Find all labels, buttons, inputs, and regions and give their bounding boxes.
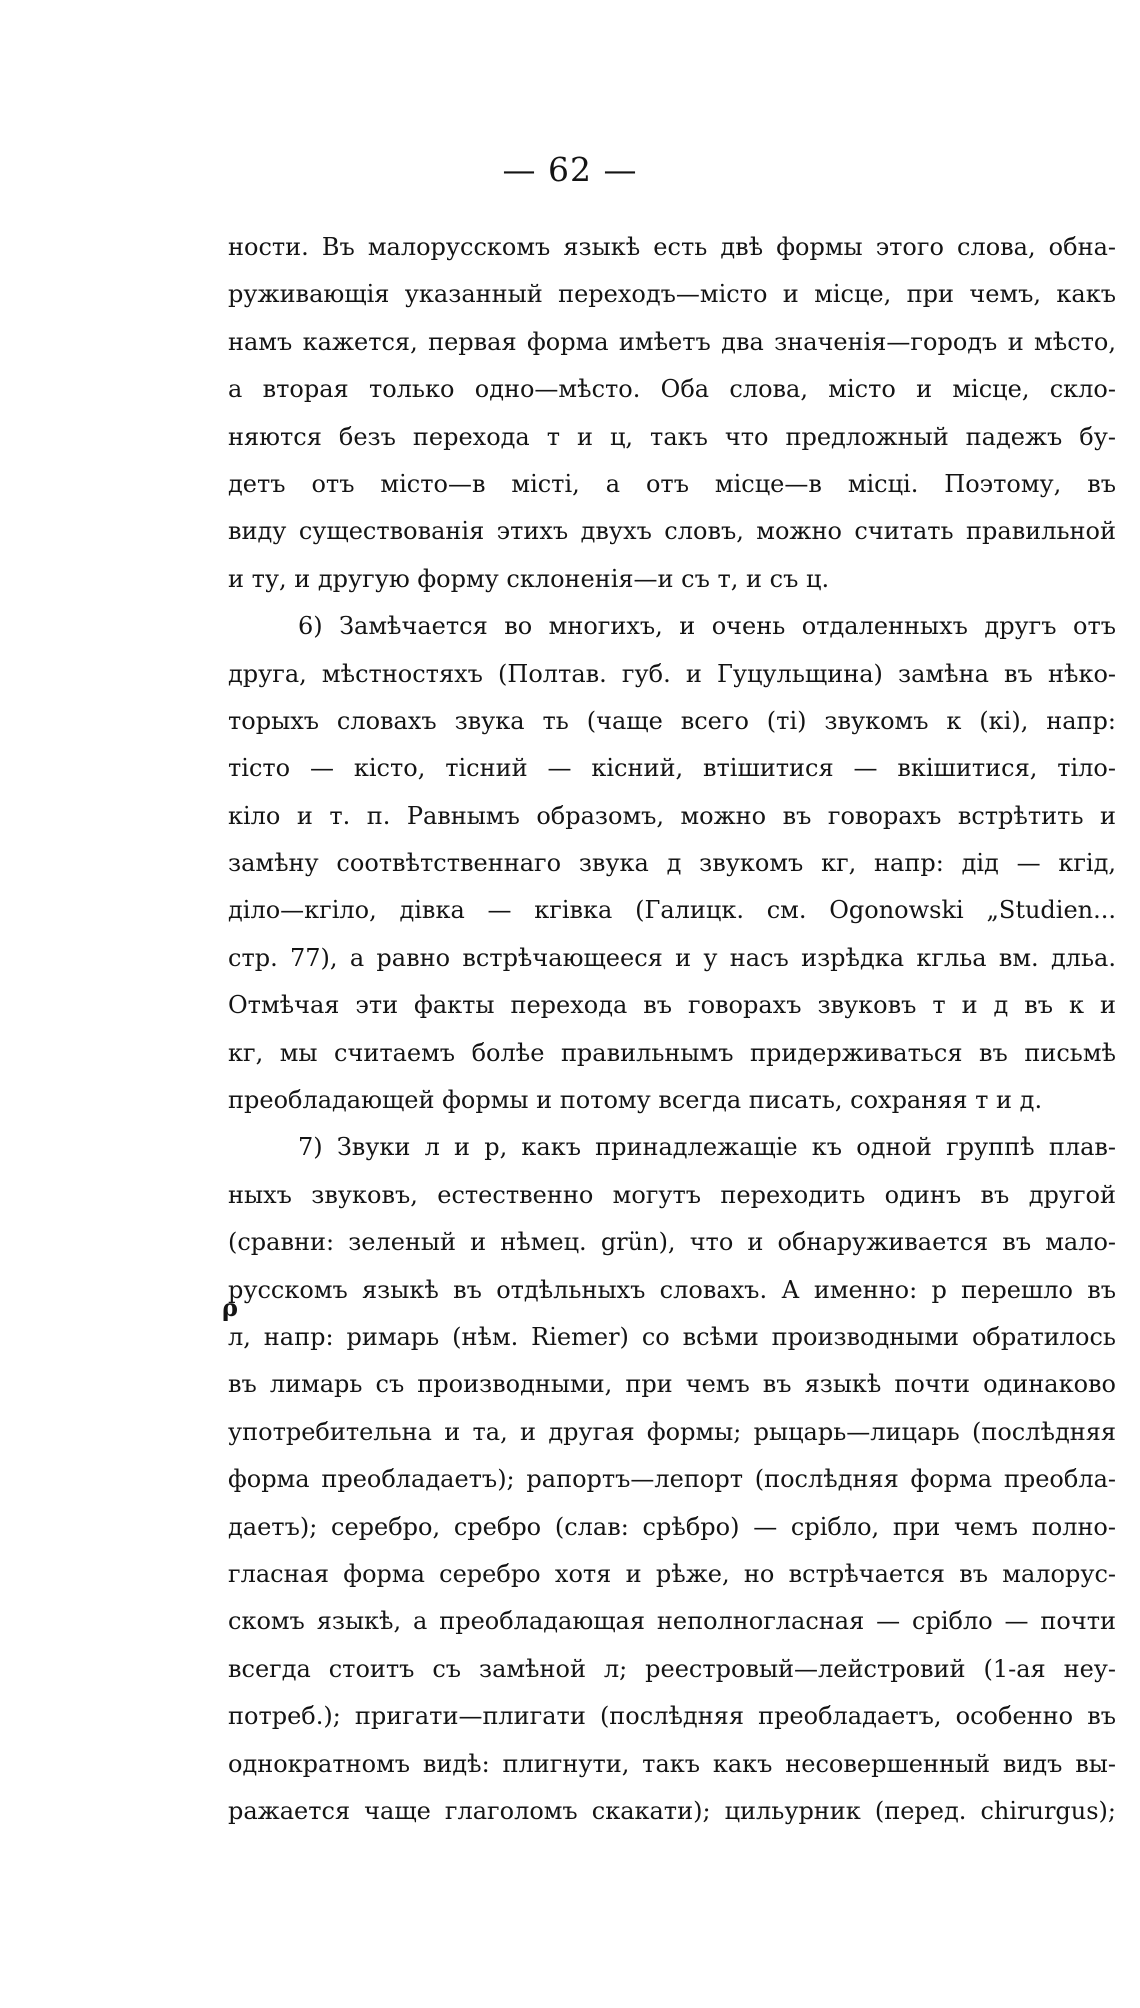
text-line: гласная форма серебро хотя и рѣже, но встрѣчается въ малорус- (228, 1559, 1116, 1588)
text-line: няются безъ перехода т и ц, такъ что предложный падежъ бу- (228, 422, 1116, 451)
paragraph-7-first-line: 7) Звуки л и р, какъ принадлежащіе къ одной группѣ плав- (298, 1133, 1116, 1162)
text-line: форма преобладаетъ); рапортъ—лепорт (послѣдняя форма преобла- (228, 1465, 1116, 1494)
text-line: кіло и т. п. Равнымъ образомъ, можно въ говорахъ встрѣтить и (228, 801, 1116, 830)
text-line: потреб.); пригати—плигати (послѣдняя преобладаетъ, особенно въ (228, 1702, 1116, 1731)
text-line: однократномъ видѣ: плигнути, такъ какъ несовершенный видъ вы- (228, 1749, 1116, 1778)
page-body-text (228, 224, 1116, 1835)
text-line: Отмѣчая эти факты перехода въ говорахъ звуковъ т и д въ к и (228, 991, 1116, 1020)
text-line: виду существованія этихъ двухъ словъ, можно считать правильной (228, 517, 1116, 546)
text-line: детъ отъ місто—в місті, а отъ місце—в місці. Поэтому, въ (228, 469, 1116, 498)
page-number: — 62 — (502, 150, 638, 189)
text-line: а вторая только одно—мѣсто. Оба слова, місто и місце, скло- (228, 375, 1116, 404)
text-line: друга, мѣстностяхъ (Полтав. губ. и Гуцульщина) замѣна въ нѣко- (228, 659, 1116, 688)
text-line: даетъ); серебро, сребро (слав: срѣбро) — срібло, при чемъ полно- (228, 1512, 1116, 1541)
text-line: преобладающей формы и потому всегда писать, сохраняя т и д. (228, 1086, 1043, 1115)
margin-mark: ρ (222, 1293, 238, 1322)
text-line: л, напр: римарь (нѣм. Riemer) со всѣми производными обратилось (228, 1322, 1116, 1351)
text-line: (сравни: зеленый и нѣмец. grün), что и обнаруживается въ мало- (228, 1228, 1116, 1257)
text-line: тісто — кісто, тісний — кісний, втішитися — вкішитися, тіло- (228, 754, 1116, 783)
text-line: скомъ языкѣ, а преобладающая неполногласная — срібло — почти (228, 1607, 1116, 1636)
text-line: діло—кгіло, дівка — кгівка (Галицк. см. Ogonowski „Studien... (228, 896, 1116, 925)
text-line: въ лимарь съ производными, при чемъ въ языкѣ почти одинаково (228, 1370, 1116, 1399)
text-line: русскомъ языкѣ въ отдѣльныхъ словахъ. А именно: р перешло въ (228, 1275, 1116, 1304)
text-line: руживающія указанный переходъ—місто и місце, при чемъ, какъ (228, 280, 1116, 309)
text-line: употребительна и та, и другая формы; рыцарь—лицарь (послѣдняя (228, 1417, 1116, 1446)
paragraph-6-first-line: 6) Замѣчается во многихъ, и очень отдаленныхъ другъ отъ (298, 612, 1116, 641)
text-line: всегда стоитъ съ замѣной л; реестровый—лейстровий (1-ая неу- (228, 1654, 1116, 1683)
text-line: намъ кажется, первая форма имѣетъ два значенія—городъ и мѣсто, (228, 327, 1116, 356)
text-line: ности. Въ малорусскомъ языкѣ есть двѣ формы этого слова, обна- (228, 233, 1116, 261)
text-line: кг, мы считаемъ болѣе правильнымъ придерживаться въ письмѣ (228, 1038, 1116, 1067)
text-line: стр. 77), а равно встрѣчающееся и у насъ изрѣдка кгльа вм. дльа. (228, 943, 1116, 972)
text-line: ныхъ звуковъ, естественно могутъ переходить одинъ въ другой (228, 1180, 1116, 1209)
text-line: торыхъ словахъ звука ть (чаще всего (ті) звукомъ к (кі), напр: (228, 706, 1116, 735)
text-line: ражается чаще глаголомъ скакати); цильурник (перед. chirurgus); (228, 1796, 1116, 1825)
text-line: и ту, и другую форму склоненія—и съ т, и съ ц. (228, 564, 830, 593)
text-line: замѣну соотвѣтственнаго звука д звукомъ кг, напр: дід — кгід, (228, 849, 1116, 878)
